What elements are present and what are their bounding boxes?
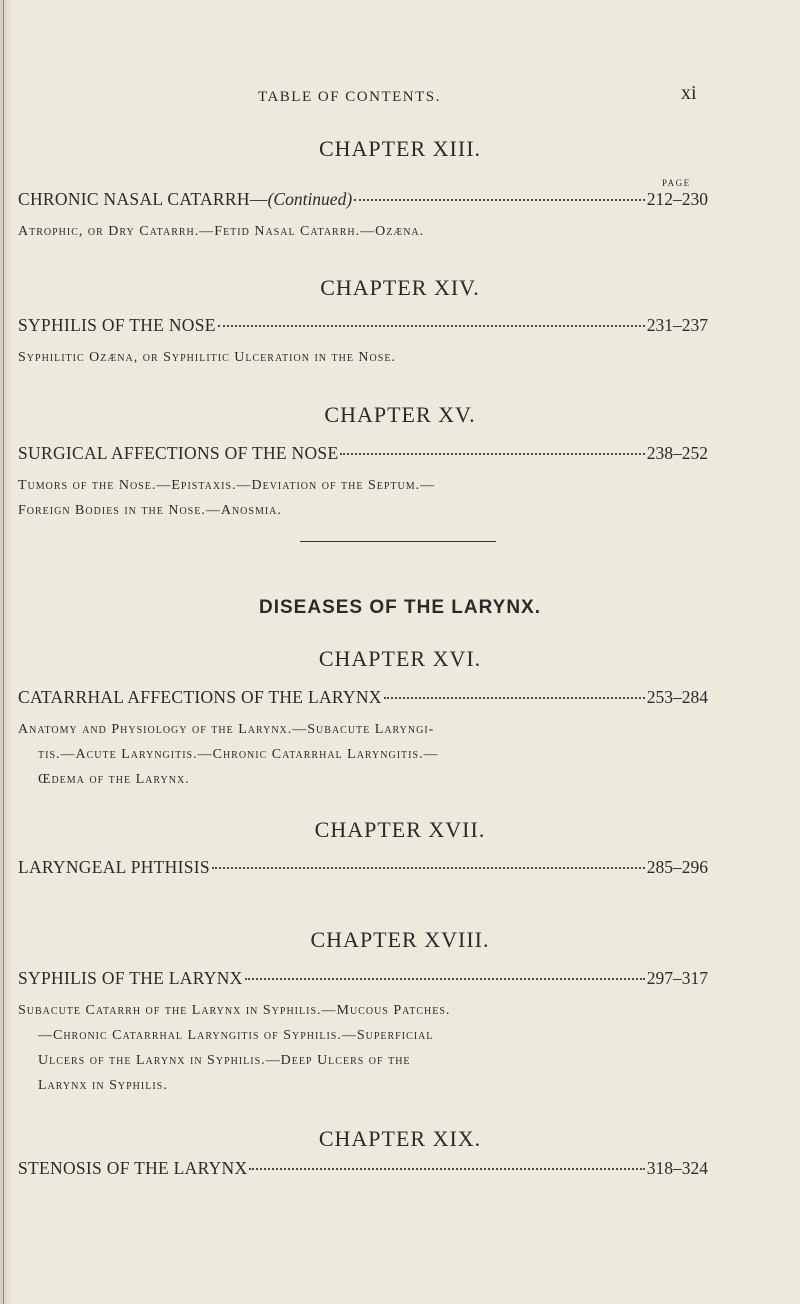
chapter-heading: CHAPTER XVIII. [310,927,490,952]
page-range: 285–296 [646,857,708,877]
chapter-heading: CHAPTER XVI. [318,646,482,671]
toc-entry[interactable] [18,1158,708,1179]
toc-entry[interactable] [18,189,708,210]
chapter-title: CATARRHAL AFFECTIONS OF THE LARYNX [18,687,382,707]
page-number: xi [681,82,697,104]
chapter-title: LARYNGEAL PHTHISIS [18,857,210,877]
chapter-title: SYPHILIS OF THE NOSE [18,315,216,335]
dot-leader [212,867,645,869]
chapter-title: SYPHILIS OF THE LARYNX [18,968,243,988]
page-range: 318–324 [646,1158,708,1178]
chapter-summary [18,345,708,370]
chapter-title: STENOSIS OF THE LARYNX [18,1158,248,1178]
summary-line: Atrophic, or Dry Catarrh.—Fetid Nasal Catarrh.—Ozæna. [18,224,425,239]
toc-entry[interactable] [18,968,708,989]
chapter-heading: CHAPTER XIX. [318,1126,482,1151]
chapter-heading: CHAPTER XIV. [320,275,480,300]
toc-entry[interactable] [18,857,708,878]
summary-line: Ulcers of the Larynx in Syphilis.—Deep Ulcers of the [38,1053,411,1068]
chapter-heading: CHAPTER XVII. [314,817,486,842]
chapter-title: CHRONIC NASAL CATARRH—(Continued) [18,189,353,209]
page-range: 253–284 [646,687,708,707]
chapter-summary [18,219,708,244]
page-column-label: PAGE [662,178,691,188]
summary-line: Anatomy and Physiology of the Larynx.—Subacute Laryngi- [18,722,435,737]
summary-line: Foreign Bodies in the Nose.—Anosmia. [18,503,282,518]
section-heading: DISEASES OF THE LARYNX. [259,597,541,618]
chapter-summary [18,998,708,1098]
dot-leader [340,453,644,455]
summary-line: —Chronic Catarrhal Laryngitis of Syphilis.—Superficial [38,1028,434,1043]
toc-entry[interactable] [18,315,708,336]
running-head: TABLE OF CONTENTS. [258,89,441,105]
dot-leader [384,697,645,699]
summary-line: Œdema of the Larynx. [38,772,190,787]
chapter-summary [18,473,708,523]
dot-leader [354,199,645,201]
summary-line: Larynx in Syphilis. [38,1078,168,1093]
chapter-summary [18,717,708,792]
dot-leader [249,1168,644,1170]
chapter-heading: CHAPTER XIII. [318,136,482,161]
page-range: 238–252 [646,443,708,463]
summary-line: Tumors of the Nose.—Epistaxis.—Deviation of the Septum.— [18,478,436,493]
page-range: 297–317 [646,968,708,988]
chapter-title: SURGICAL AFFECTIONS OF THE NOSE [18,443,339,463]
page-range: 212–230 [646,189,708,209]
toc-entry[interactable] [18,687,708,708]
toc-entry[interactable] [18,443,708,464]
dot-leader [245,978,645,980]
dot-leader [218,325,645,327]
section-divider [300,541,496,542]
page-range: 231–237 [646,315,708,335]
summary-line: Subacute Catarrh of the Larynx in Syphilis.—Mucous Patches. [18,1003,451,1018]
summary-line: Syphilitic Ozæna, or Syphilitic Ulceration in the Nose. [18,350,396,365]
summary-line: tis.—Acute Laryngitis.—Chronic Catarrhal Laryngitis.— [38,747,439,762]
chapter-heading: CHAPTER XV. [324,402,476,427]
